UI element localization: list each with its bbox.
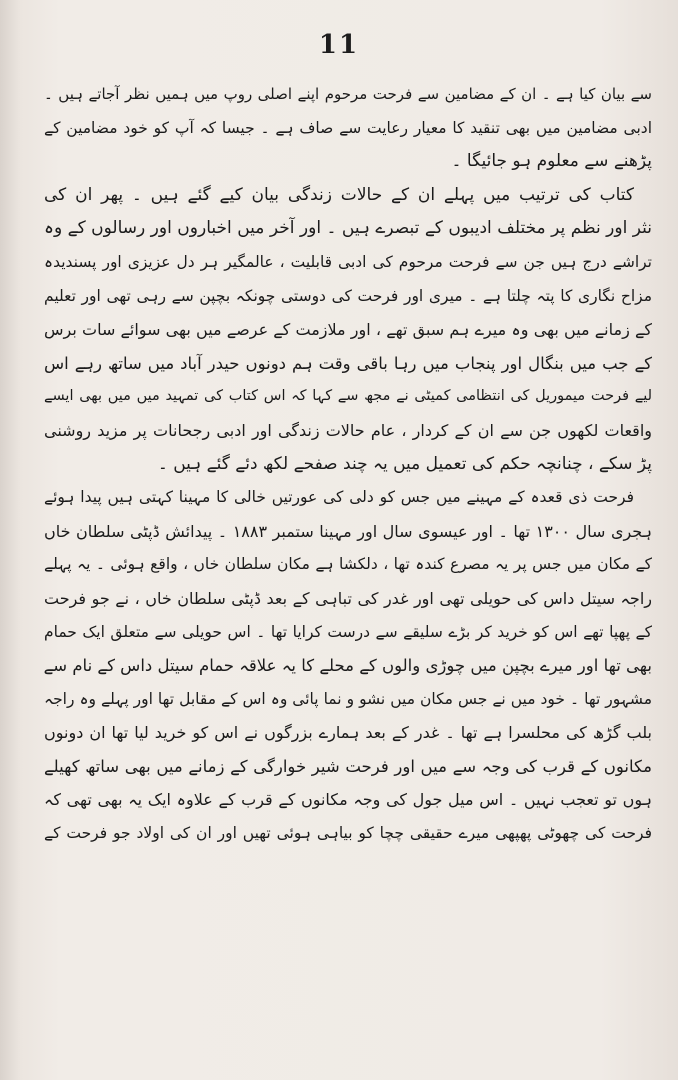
text-line: کے مکان میں جس پر یہ مصرع کندہ تھا ، دلکشا ہے مکان سلطان خاں ، واقع ہوئی ۔ یہ پہلے <box>44 555 652 574</box>
text-line: واقعات لکھوں جن سے ان کے کردار ، عام حالات زندگی اور ادبی رجحانات پر مزید روشنی <box>44 420 652 440</box>
paragraph-3 <box>44 481 652 851</box>
text-body <box>44 78 652 851</box>
text-line: ہجری سال ۱۳۰۰ تھا ۔ اور عیسوی سال اور مہینا ستمبر ۱۸۸۳ ۔ پیدائش ڈپٹی سلطان خاں <box>44 521 652 541</box>
text-line: مکانوں کے قرب کی وجہ سے میں اور فرحت شیر خوارگی کے زمانے میں بھی ساتھ کھیلے <box>44 756 652 776</box>
page-number: 11 <box>318 30 360 60</box>
text-line: مزاح نگاری کا پتہ چلتا ہے ۔ میری اور فرحت کی دوستی چونکہ بچپن سے رہی تھی اور تعلیم <box>44 286 652 305</box>
text-line: راجہ سیتل داس کی حویلی تھی اور غدر کی تباہی کے بعد ڈپٹی سلطان خاں ، نے جو فرحت <box>44 588 652 608</box>
text-line: کے پھپا تھے اس کو خرید کر بڑے سلیقے سے درست کرایا تھا ۔ اس حویلی سے متعلق ایک حمام <box>44 622 652 641</box>
text-line: لیے فرحت میموریل کی انتظامی کمیٹی نے مجھ سے کہا کہ اس کتاب کی تمہید میں میں بھی ایسے <box>44 388 652 405</box>
text-line: تراشے درج ہیں جن سے فرحت مرحوم کی ادبی قابلیت ، عالمگیر ہر دل عزیزی اور پسندیدہ <box>44 252 652 271</box>
text-line: پڑھنے سے معلوم ہو جائیگا ۔ <box>451 151 652 172</box>
text-line: سے بیان کیا ہے ۔ ان کے مضامین سے فرحت مرحوم اپنے اصلی روپ میں ہمیں نظر آجاتے ہیں ۔ <box>44 85 652 103</box>
text-line: مشہور تھا ۔ خود میں نے جس مکان میں نشو و نما پائی وہ اس کے مقابل تھا اور پہلے وہ راجہ <box>44 689 652 708</box>
text-line: نثر اور نظم پر مختلف ادیبوں کے تبصرے ہیں ۔ اور آخر میں اخباروں اور رسالوں کے وہ <box>44 218 652 239</box>
text-line: بھی تھا اور میرے بچپن میں چوڑی والوں کے محلے کا یہ علاقہ حمام سیتل داس کے نام سے <box>44 656 652 676</box>
paragraph-2 <box>44 179 652 481</box>
paragraph-1 <box>44 78 652 179</box>
text-line: ہوں تو تعجب نہیں ۔ اس میل جول کی وجہ مکانوں کے قرب کے علاوہ ایک یہ بھی تھی کہ <box>44 790 652 810</box>
text-line: فرحت کی چھوٹی پھپھی میرے حقیقی چچا کو بیاہی ہوئی تھیں اور ان کی اولاد جو فرحت کے <box>44 824 652 843</box>
text-line: کے زمانے میں بھی وہ میرے ہم سبق تھے ، اور ملازمت کے عرصے میں بھی سوائے سات برس <box>44 320 652 340</box>
text-line: کتاب کی ترتیب میں پہلے ان کے حالات زندگی بیان کیے گئے ہیں ۔ پھر ان کی <box>44 184 634 205</box>
text-line: ادبی مضامین میں بھی تنقید کا معیار رعایت سے صاف ہے ۔ جیسا کہ آپ کو خود مضامین کے <box>44 118 652 137</box>
text-line: پڑ سکے ، چنانچہ حکم کی تعمیل میں یہ چند صفحے لکھ دئے گئے ہیں ۔ <box>157 453 652 474</box>
text-line: کے جب میں بنگال اور پنجاب میں رہا باقی وقت ہم دونوں حیدر آباد میں ساتھ رہے اس <box>44 353 652 373</box>
text-line: فرحت ذی قعدہ کے مہینے میں جس کو دلی کی عورتیں خالی کا مہینا کہتی ہیں پیدا ہوئے <box>44 488 634 507</box>
text-line: بلب گڑھ کی محلسرا ہے تھا ۔ غدر کے بعد ہمارے بزرگوں نے اس کو خرید لیا تھا ان دونوں <box>44 723 652 743</box>
